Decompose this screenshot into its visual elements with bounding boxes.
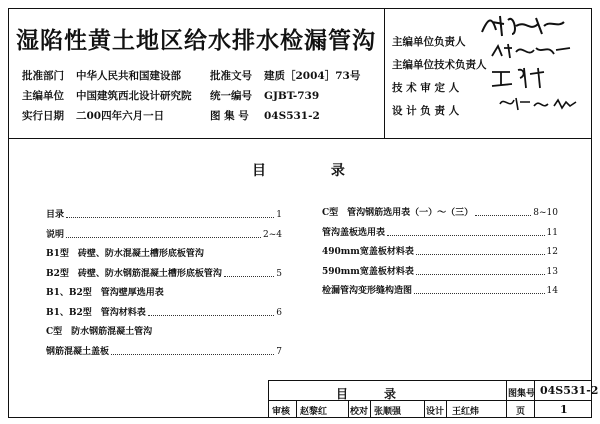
meta-right-key: 图 集 号: [210, 110, 249, 122]
toc-entry-label: 目录: [46, 210, 65, 220]
toc-leader: [66, 237, 261, 238]
tb-role-review: 审核: [272, 407, 291, 417]
tb-atlas-no: 04S531-2: [540, 384, 599, 397]
toc-entry: [322, 283, 558, 296]
toc-entry-label: 490mm宽盖板材料表: [322, 247, 414, 257]
toc-entry: [46, 324, 282, 337]
toc-leader: [475, 215, 531, 216]
toc-entry: [322, 244, 558, 257]
toc-entry-page: 13: [546, 266, 558, 277]
toc-entry-page: 7: [276, 346, 282, 357]
atlas-title: 湿陷性黄土地区给水排水检漏管沟: [16, 27, 376, 54]
toc-entry: [46, 344, 282, 357]
meta-left-key: 主编单位: [22, 90, 64, 102]
meta-left-key: 批准部门: [22, 70, 64, 82]
toc-leader: [416, 274, 545, 275]
signature-4: [496, 92, 586, 114]
tb-page-label: 页: [516, 407, 526, 417]
tb-rule-c: [296, 400, 297, 418]
header-bottom-rule: [8, 138, 592, 139]
meta-left-key: 实行日期: [22, 110, 64, 122]
meta-left-row: [22, 68, 181, 83]
toc-leader: [387, 235, 545, 236]
meta-right-row: [210, 68, 360, 83]
tb-name-check: 张顺强: [374, 407, 402, 417]
toc-entry-label: B2型 砖壁、防水钢筋混凝土槽形底板管沟: [46, 268, 222, 279]
meta-left-value: 中华人民共和国建设部: [76, 70, 181, 82]
responsible-label: 主编单位技术负责人: [392, 59, 487, 71]
tb-rule-a: [506, 380, 507, 418]
meta-left-value: 中国建筑西北设计研究院: [76, 90, 192, 102]
toc-entry-label: 说明: [46, 229, 65, 240]
toc-entry: [322, 225, 558, 238]
toc-entry-label: 检漏管沟变形缝构造图: [322, 286, 413, 296]
tb-top-rule: [268, 380, 592, 381]
toc-entry-page: 1: [276, 210, 282, 220]
toc-entry: [46, 246, 282, 259]
signature-1: [478, 12, 568, 40]
toc-leader: [416, 254, 545, 255]
toc-entry-label: 钢筋混凝土盖板: [46, 346, 110, 357]
toc-leader: [111, 354, 274, 355]
tb-left-rule: [268, 380, 269, 418]
toc-entry-label: 管沟盖板选用表: [322, 227, 386, 238]
tb-drawing-title: 目 录: [336, 387, 401, 401]
tb-rule-e: [370, 400, 371, 418]
meta-left-row: [22, 108, 164, 123]
tb-rule-f: [424, 400, 425, 418]
tb-role-design: 设计: [426, 407, 445, 417]
meta-right-value: GJBT-739: [264, 90, 320, 102]
meta-right-key: 批准文号: [210, 70, 252, 82]
tb-atlas-label: 图集号: [508, 389, 536, 399]
toc-leader: [66, 217, 274, 218]
toc-entry-label: 590mm宽盖板材料表: [322, 266, 414, 277]
toc-entry-page: 5: [276, 268, 282, 279]
meta-right-value: 04S531-2: [264, 110, 320, 122]
toc-entry: [322, 264, 558, 277]
toc-entry-page: 8~10: [533, 208, 558, 218]
toc-entry-label: C型 管沟钢筋选用表（一）～（三）: [322, 208, 474, 218]
meta-right-row: [210, 108, 320, 123]
toc-entry-label: B1、B2型 管沟材料表: [46, 307, 146, 318]
responsible-label: 主编单位负责人: [392, 36, 466, 48]
toc-entry: [322, 205, 558, 218]
toc-entry-page: 12: [546, 247, 558, 257]
signature-3: [488, 64, 558, 90]
meta-right-row: [210, 88, 319, 103]
responsible-label: 设 计 负 责 人: [392, 105, 460, 117]
meta-left-value: 二00四年六月一日: [76, 110, 165, 122]
toc-entry: [46, 207, 282, 220]
toc-leader: [224, 276, 274, 277]
toc-entry-label: B1型 砖壁、防水混凝土槽形底板管沟: [46, 249, 204, 259]
toc-entry-page: 11: [546, 227, 558, 238]
toc-leader: [414, 293, 545, 294]
toc-entry-label: B1、B2型 管沟壁厚选用表: [46, 288, 164, 298]
toc-entry: [46, 305, 282, 318]
toc-entry-label: C型 防水钢筋混凝土管沟: [46, 327, 153, 337]
signature-2: [488, 40, 578, 62]
header-divider: [384, 8, 385, 138]
toc-entry-page: 14: [546, 286, 558, 296]
tb-mid-rule: [268, 400, 592, 401]
tb-page-no: 1: [560, 403, 568, 416]
toc-entry-page: 2~4: [263, 229, 282, 240]
toc-leader: [148, 315, 275, 316]
meta-right-key: 统一编号: [210, 90, 252, 102]
tb-name-design: 王红炜: [452, 407, 480, 417]
toc-entry-page: 6: [276, 307, 282, 318]
meta-right-value: 建质［2004］73号: [264, 70, 361, 82]
tb-rule-d: [348, 400, 349, 418]
toc-title: 目 录: [252, 163, 375, 179]
toc-entry: [46, 285, 282, 298]
tb-name-review: 赵黎红: [300, 407, 328, 417]
tb-role-check: 校对: [350, 407, 369, 417]
responsible-label: 技 术 审 定 人: [392, 82, 460, 94]
meta-left-row: [22, 88, 192, 103]
tb-rule-g: [446, 400, 447, 418]
toc-entry: [46, 227, 282, 240]
toc-entry: [46, 266, 282, 279]
